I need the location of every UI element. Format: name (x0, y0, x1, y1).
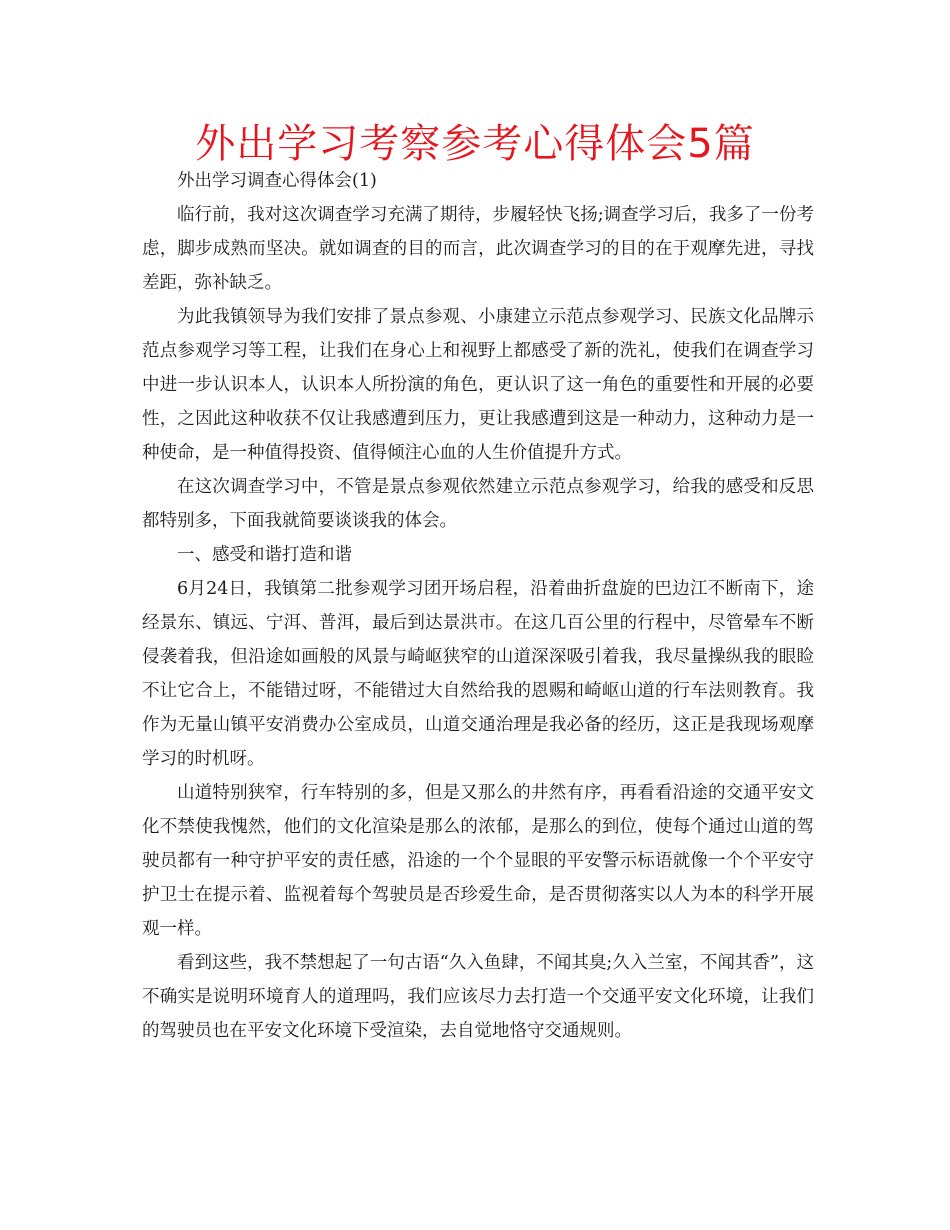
document-title: 外出学习考察参考心得体会5篇 (195, 121, 755, 167)
paragraph: 临行前，我对这次调查学习充满了期待，步履轻快飞扬;调查学习后，我多了一份考虑，脚步成熟而坚决。就如调查的目的而言，此次调查学习的目的在于观摩先进，寻找差距，弥补缺乏。 (142, 205, 814, 293)
paragraph: 看到这些，我不禁想起了一句古语“久入鱼肆，不闻其臭;久入兰室，不闻其香”，这不确实是说明环境育人的道理吗，我们应该尽力去打造一个交通平安文化环境，让我们的驾驶员也在平安文化环境下受渲染，去自觉地恪守交通规则。 (142, 953, 814, 1041)
paragraph: 在这次调查学习中，不管是景点参观依然建立示范点参观学习，给我的感受和反思都特别多，下面我就简要谈谈我的体会。 (142, 477, 814, 531)
paragraph: 6月24日，我镇第二批参观学习团开场启程，沿着曲折盘旋的巴边江不断南下，途经景东、镇远、宁洱、普洱，最后到达景洪市。在这几百公里的行程中，尽管晕车不断侵袭着我，但沿途如画般的风景与崎岖狭窄的山道深深吸引着我，我尽量操纵我的眼睑不让它合上，不能错过呀，不能错过大自然给我的恩赐和崎岖山道的行车法则教育。我作为无量山镇平安消费办公室成员，山道交通治理是我必备的经历，这正是我现场观摩学习的时机呀。 (142, 579, 814, 769)
paragraph: 山道特别狭窄，行车特别的多，但是又那么的井然有序，再看看沿途的交通平安文化不禁使我愧然，他们的文化渲染是那么的浓郁，是那么的到位，使每个通过山道的驾驶员都有一种守护平安的责任感，沿途的一个个显眼的平安警示标语就像一个个平安守护卫士在提示着、监视着每个驾驶员是否珍爱生命，是否贯彻落实以人为本的科学开展观一样。 (142, 783, 814, 939)
section-heading: 外出学习调查心得体会(1) (177, 171, 377, 191)
document-body (142, 164, 814, 1048)
section-heading: 一、感受和谐打造和谐 (177, 545, 352, 565)
paragraph: 为此我镇领导为我们安排了景点参观、小康建立示范点参观学习、民族文化品牌示范点参观学习等工程，让我们在身心上和视野上都感受了新的洗礼，使我们在调查学习中进一步认识本人，认识本人所扮演的角色，更认识了这一角色的重要性和开展的必要性，之因此这种收获不仅让我感遭到压力，更让我感遭到这是一种动力，这种动力是一种使命，是一种值得投资、值得倾注心血的人生价值提升方式。 (142, 307, 814, 463)
